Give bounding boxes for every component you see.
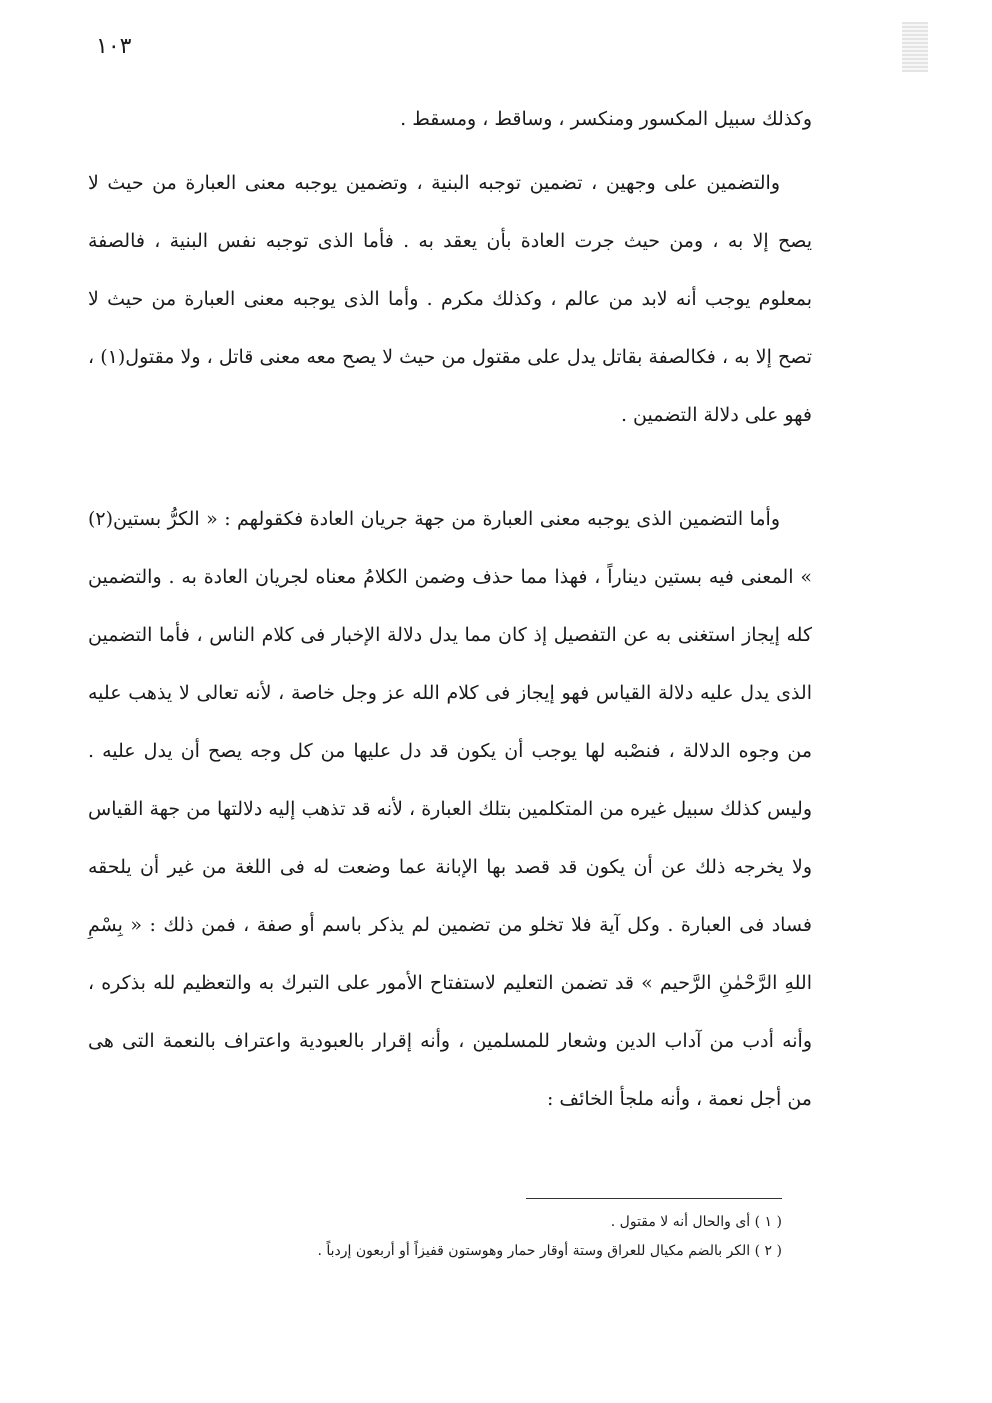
paragraph-2-text: وأما التضمين الذى يوجبه معنى العبارة من جهة جريان العادة فكقولهم : « الكرُّ بستين(٢) » المعنى فيه بستين ديناراً ، فهذا مما حذف وضمن الكلامُ معناه لجريان العادة به . والتضمين كله إيجاز استغنى به عن التفصيل إذ كان مما يدل دلالة الإخبار فى كلام الناس ، فأما التضمين الذى يدل عليه دلالة القياس فهو إيجاز فى كلام الله عز وجل خاصة ، لأنه تعالى لا يذهب عليه من وجوه الدلالة ، فنصْبه لها يوجب أن يكون قد دل عليها من كل وجه يصح أن يدل عليه . وليس كذلك سبيل غيره من المتكلمين بتلك العبارة ، لأنه قد تذهب إليه دلالتها من جهة القياس ولا يخرجه ذلك عن أن يكون قد قصد بها الإبانة عما وضعت له فى اللغة من غير أن يلحقه فساد فى العبارة . وكل آية فلا تخلو من تضمين لم يذكر باسم أو صفة ، فمن ذلك : « بِسْمِ اللهِ الرَّحْمٰنِ الرَّحيم » قد تضمن التعليم لاستفتاح الأمور على التبرك به والتعظيم لله بذكره ، وأنه أدب من آداب الدين وشعار للمسلمين ، وأنه إقرار بالعبودية واعتراف بالنعمة التى هى من أجل نعمة ، وأنه ملجأ الخائف : (88, 508, 812, 1110)
scan-artifact (902, 22, 928, 72)
footnote-2: ( ٢ ) الكر بالضم مكيال للعراق وستة أوقار حمار وهوستون قفيزاً أو أربعون إردباً . (317, 1243, 782, 1259)
footnote-divider (526, 1198, 782, 1199)
footnotes (170, 1208, 782, 1266)
intro-text: وكذلك سبيل المكسور ومنكسر ، وساقط ، ومسقط . (400, 108, 812, 130)
footnote-1: ( ١ ) أى والحال أنه لا مقتول . (610, 1214, 782, 1230)
paragraph-1-text: والتضمين على وجهين ، تضمين توجبه البنية ، وتضمين يوجبه معنى العبارة من حيث لا يصح إلا به ، ومن حيث جرت العادة بأن يعقد به . فأما الذى توجبه نفس البنية ، فالصفة بمعلوم يوجب أنه لابد من عالم ، وكذلك مكرم . وأما الذى يوجبه معنى العبارة من حيث لا تصح إلا به ، فكالصفة بقاتل يدل على مقتول من حيث لا يصح معه معنى قاتل ، ولا مقتول(١) ، فهو على دلالة التضمين . (88, 172, 812, 426)
intro-line (88, 90, 812, 148)
page-number: ١٠٣ (96, 34, 132, 59)
paragraph-2 (88, 490, 812, 1128)
paragraph-1 (88, 154, 812, 444)
